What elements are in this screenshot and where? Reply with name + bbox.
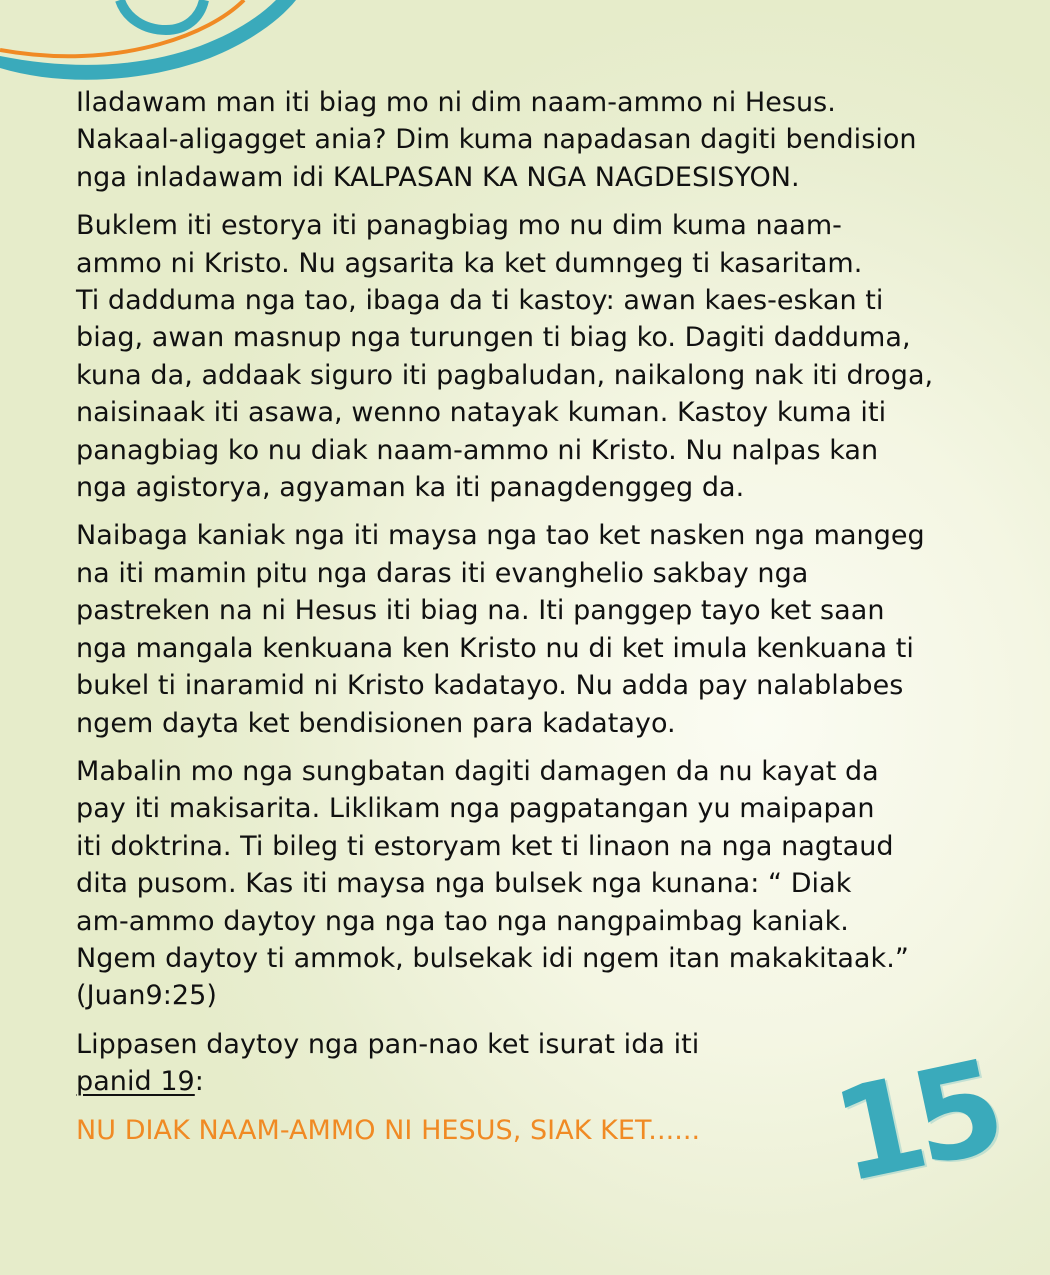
text-line: Nakaal-aligagget ania? Dim kuma napadasan dagiti bendision (76, 124, 917, 156)
text-line: am-ammo daytoy nga nga tao nga nangpaimbag kaniak. (76, 905, 849, 937)
text-line: bukel ti inaramid ni Kristo kadatayo. Nu adda pay nalablabes (76, 670, 904, 702)
text-line: (Juan9:25) (76, 980, 217, 1012)
teal-swirl-arc (0, 0, 296, 80)
text-line: Ti dadduma nga tao, ibaga da ti kastoy: awan kaes-eskan ti (76, 285, 884, 317)
text-line: na iti mamin pitu nga daras iti evanghelio sakbay nga (76, 557, 809, 589)
page-number: 15 (821, 1033, 1008, 1213)
text-line: Mabalin mo nga sungbatan dagiti damagen da nu kayat da (76, 755, 879, 787)
paragraph-4 (76, 753, 1016, 1015)
text-line: nga agistorya, agyaman ka iti panagdenggeg da. (76, 472, 745, 504)
text-line: pay iti makisarita. Liklikam nga pagpatangan yu maipapan (76, 793, 875, 825)
call-to-action-text: NU DIAK NAAM-AMMO NI HESUS, SIAK KET...... (76, 1114, 701, 1146)
text-line: Naibaga kaniak nga iti maysa nga tao ket nasken nga mangeg (76, 520, 925, 552)
paragraph-1 (76, 84, 1016, 196)
text-line: Iladawam man iti biag mo ni dim naam-ammo ni Hesus. (76, 87, 836, 118)
page-reference: panid 19 (76, 1066, 195, 1098)
paragraph-3 (76, 517, 1016, 741)
paragraph-2 (76, 207, 1016, 506)
text-line: ammo ni Kristo. Nu agsarita ka ket dumngeg ti kasaritam. (76, 247, 863, 279)
text-line: ngem dayta ket bendisionen para kadatayo. (76, 707, 676, 739)
instruction-text: Lippasen daytoy nga pan-nao ket isurat ida iti (76, 1028, 700, 1060)
text-line: pastreken na ni Hesus iti biag na. Iti panggep tayo ket saan (76, 595, 885, 627)
text-line: dita pusom. Kas iti maysa nga bulsek nga kunana: “ Diak (76, 868, 852, 900)
text-line: naisinaak iti asawa, wenno natayak kuman. Kastoy kuma iti (76, 397, 887, 429)
page-reference-colon: : (194, 1066, 204, 1098)
text-line: nga inladawam idi KALPASAN KA NGA NAGDESISYON. (76, 161, 800, 193)
text-line: panagbiag ko nu diak naam-ammo ni Kristo. Nu nalpas kan (76, 434, 879, 466)
text-line: nga mangala kenkuana ken Kristo nu di ket imula kenkuana ti (76, 632, 914, 664)
text-line: kuna da, addaak siguro iti pagbaludan, naikalong nak iti droga, (76, 359, 934, 391)
teal-swirl-loop (120, 0, 204, 30)
text-line: Ngem daytoy ti ammok, bulsekak idi ngem itan makakitaak.” (76, 942, 909, 974)
text-line: biag, awan masnup nga turungen ti biag ko. Dagiti dadduma, (76, 322, 911, 354)
text-line: iti doktrina. Ti bileg ti estoryam ket ti linaon na nga nagtaud (76, 830, 894, 862)
text-line: Buklem iti estorya iti panagbiag mo nu dim kuma naam- (76, 210, 842, 242)
main-text-content (76, 84, 1016, 1160)
